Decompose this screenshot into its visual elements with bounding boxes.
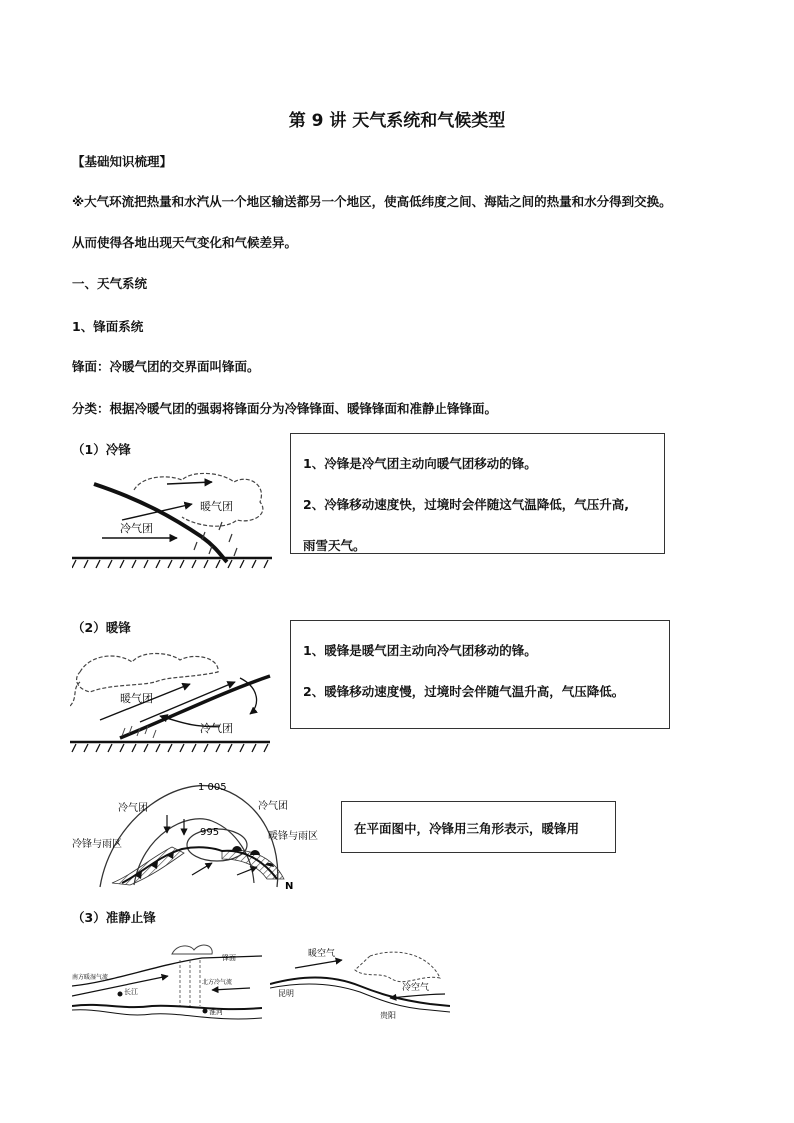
intro-line-2: 从而使得各地出现天气变化和气候差异。 [72,235,298,250]
plan-cold-left-label: 冷气团 [118,803,148,814]
section-header: 【基础知识梳理】 [72,154,173,169]
cold-front-cloud [134,473,263,526]
cold-front-cold-label: 冷气团 [120,522,153,535]
isobar-1005 [100,786,278,887]
right-warm-label: 暖空气 [308,949,336,959]
stationary-cloud [172,945,212,954]
cold-front-surface [94,484,227,562]
warm-front-surface [120,676,270,738]
warm-front-description-box [290,620,670,729]
cold-front-label: （1）冷锋 [72,442,131,457]
cold-front-point-2-cont: 雨雪天气。 [303,538,366,553]
cold-front-point-2: 2、冷锋移动速度快，过境时会伴随这气温降低，气压升高, [303,497,629,512]
north-cold-label: 北方冷气流 [202,979,233,986]
cold-front-diagram [72,462,282,570]
south-warm-label: 南方暖湿气流 [72,974,109,981]
yangtze-label: 长江 [124,988,138,996]
kunming-label: 昆明 [278,989,294,998]
huaihe-label: 淮河 [209,1008,223,1016]
intro-line-1: ※大气环流把热量和水汽从一个地区输送都另一个地区，使高低纬度之间、海陆之间的热量和水分得到交换。 [72,194,672,209]
cold-front-rain-label: 冷锋与雨区 [72,839,122,850]
warm-front-point-1: 1、暖锋是暖气团主动向冷气团移动的锋。 [303,643,537,658]
warm-front-warm-label: 暖气团 [120,692,153,705]
heading-weather-systems: 一、天气系统 [72,276,148,291]
warm-front-cold-label: 冷气团 [200,722,233,735]
isobar-1005-label: 1 005 [198,782,227,793]
plan-view-note: 在平面图中，冷锋用三角形表示，暖锋用 [354,821,580,836]
warm-front-diagram [70,648,275,758]
plan-cold-right-label: 冷气团 [258,801,288,812]
heading-front-systems: 1、锋面系统 [72,319,144,334]
ground-hatch [72,560,268,568]
warm-air-arrow-b [140,682,235,722]
stationary-front-right-diagram [270,938,450,1020]
warm-front-label: （2）暖锋 [72,620,131,635]
cold-front-point-1: 1、冷锋是冷气团主动向暖气团移动的锋。 [303,456,537,471]
warm-front-rain-label: 暖锋与雨区 [268,831,318,842]
plan-view-note-box [341,801,616,853]
front-definition: 锋面：冷暖气团的交界面叫锋面。 [72,359,260,374]
warm-air-arrow-1 [122,504,192,520]
right-cloud [355,952,440,982]
right-cold-label: 冷空气 [402,983,430,993]
warm-air-arrow-2 [167,482,212,484]
plan-view-diagram [72,775,332,895]
isobar-995-label: 995 [200,827,220,838]
warm-front-cloud [77,654,219,693]
terrain-left [72,1005,262,1009]
north-label: N [285,881,294,892]
cold-front-description-box [290,433,665,554]
stationary-front-label: （3）准静止锋 [72,910,156,925]
guiyang-label: 贵阳 [380,1011,396,1020]
stationary-front-left-diagram [72,938,262,1030]
warm-front-point-2: 2、暖锋移动速度慢，过境时会伴随气温升高，气压降低。 [303,684,625,699]
page-title: 第 9 讲 天气系统和气候类型 [288,111,506,131]
front-label: 锋面 [222,954,236,962]
front-classification: 分类：根据冷暖气团的强弱将锋面分为冷锋锋面、暖锋锋面和准静止锋锋面。 [72,401,498,416]
cold-front-warm-label: 暖气团 [200,500,233,513]
